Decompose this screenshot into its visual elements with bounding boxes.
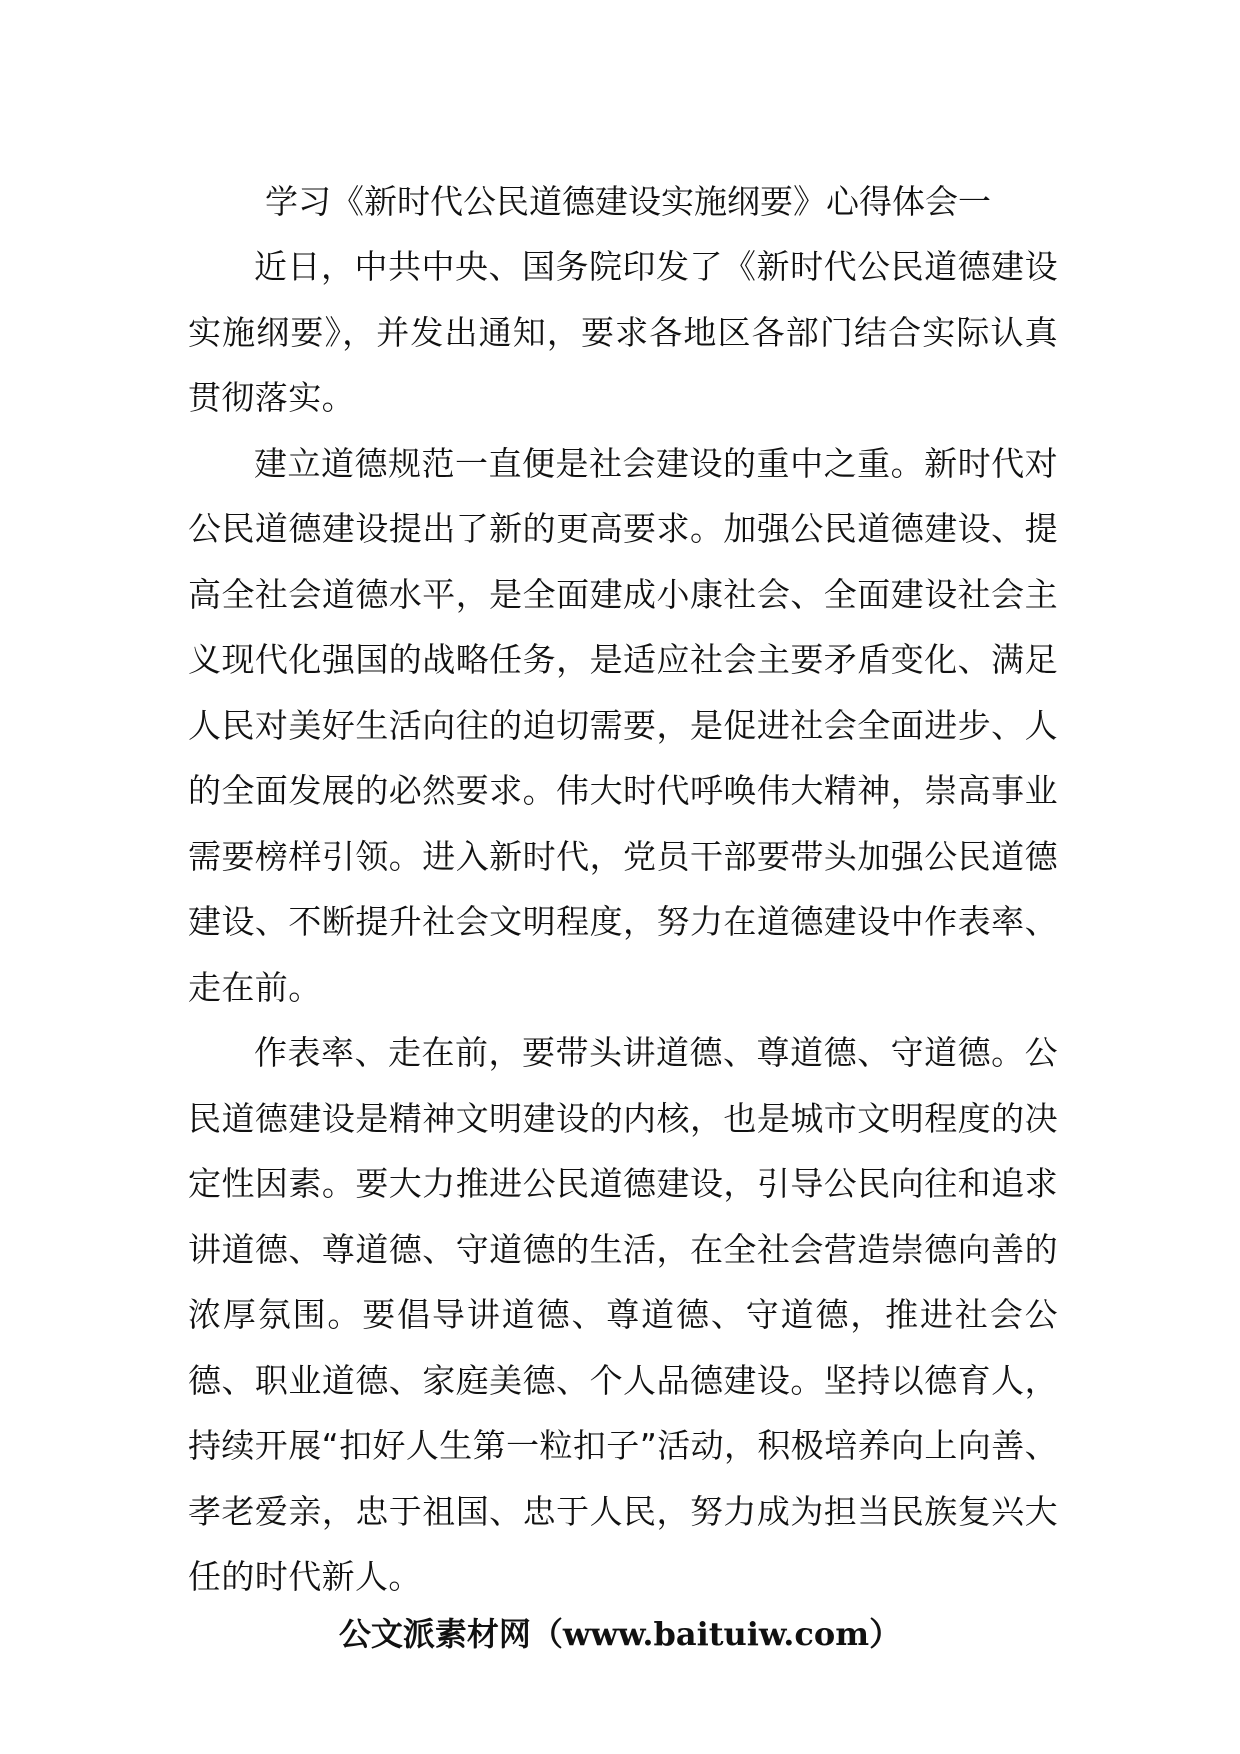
footer-watermark: 公文派素材网（www.baituiw.com） (338, 1615, 902, 1653)
paragraph-2: 建立道德规范一直便是社会建设的重中之重。新时代对公民道德建设提出了新的更高要求。加强公民道德建设、提高全社会道德水平，是全面建成小康社会、全面建设社会主义现代化强国的战略任务，是适应社会主要矛盾变化、满足人民对美好生活向往的迫切需要，是促进社会全面进步、人的全面发展的必然要求。伟大时代呼唤伟大精神，崇高事业需要榜样引领。进入新时代，党员干部要带头加强公民道德建设、不断提升社会文明程度，努力在道德建设中作表率、走在前。 (188, 443, 1058, 1007)
document-body (188, 170, 1058, 1610)
document-title: 学习《新时代公民道德建设实施纲要》心得体会一 (265, 182, 991, 221)
paragraph-1: 近日，中共中央、国务院印发了《新时代公民道德建设实施纲要》，并发出通知，要求各地区各部门结合实际认真贯彻落实。 (188, 247, 1058, 417)
paragraph-3: 作表率、走在前，要带头讲道德、尊道德、守道德。公民道德建设是精神文明建设的内核，也是城市文明程度的决定性因素。要大力推进公民道德建设，引导公民向往和追求讲道德、尊道德、守道德的生活，在全社会营造崇德向善的浓厚氛围。要倡导讲道德、尊道德、守道德，推进社会公德、职业道德、家庭美德、个人品德建设。坚持以德育人，持续开展“扣好人生第一粒扣子”活动，积极培养向上向善、孝老爱亲，忠于祖国、忠于人民，努力成为担当民族复兴大任的时代新人。 (188, 1033, 1058, 1596)
